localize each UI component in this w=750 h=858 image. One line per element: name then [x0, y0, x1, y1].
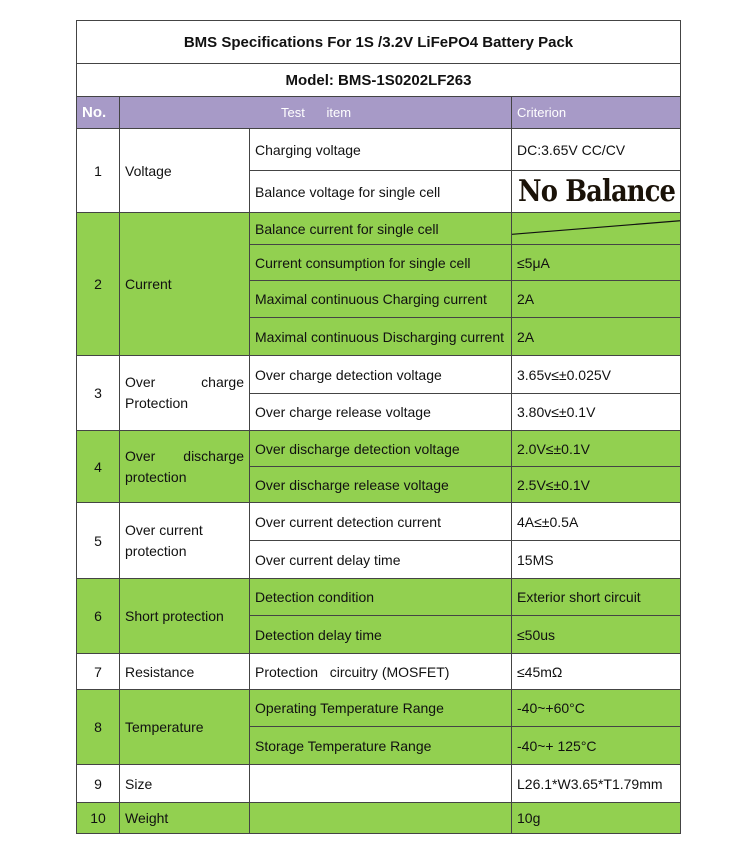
test-item: Protection circuitry (MOSFET)	[250, 654, 512, 690]
test-item: Balance voltage for single cell	[250, 171, 512, 213]
test-item: Over charge detection voltage	[250, 356, 512, 394]
criterion: -40~+60°C	[512, 690, 681, 727]
row-number: 1	[77, 129, 120, 213]
group-name: Temperature	[120, 690, 250, 765]
row-number: 4	[77, 431, 120, 503]
header-test-item: Test item	[120, 97, 512, 129]
diagonal-line	[512, 213, 680, 244]
model-label: Model: BMS-1S0202LF263	[77, 64, 681, 97]
criterion: 15MS	[512, 541, 681, 579]
test-item: Over current delay time	[250, 541, 512, 579]
table-row	[77, 431, 681, 467]
row-number: 5	[77, 503, 120, 579]
criterion: ≤50us	[512, 616, 681, 654]
table-row	[77, 690, 681, 727]
table-row	[77, 129, 681, 171]
table-row	[77, 654, 681, 690]
criterion: Exterior short circuit	[512, 579, 681, 616]
test-item: Over charge release voltage	[250, 394, 512, 431]
table-row	[77, 765, 681, 803]
no-balance-text: No Balance	[518, 173, 676, 209]
test-item: Over discharge release voltage	[250, 467, 512, 503]
test-item: Maximal continuous Charging current	[250, 281, 512, 318]
test-item: Detection delay time	[250, 616, 512, 654]
criterion: 3.80v≤±0.1V	[512, 394, 681, 431]
row-number: 3	[77, 356, 120, 431]
criterion: 10g	[512, 803, 681, 834]
table-row	[77, 213, 681, 245]
criterion: 2A	[512, 318, 681, 356]
row-number: 10	[77, 803, 120, 834]
criterion: 2.0V≤±0.1V	[512, 431, 681, 467]
criterion: -40~+ 125°C	[512, 727, 681, 765]
test-item	[250, 765, 512, 803]
test-item	[250, 803, 512, 834]
header-no: No.	[77, 97, 120, 129]
header-criterion: Criterion	[512, 97, 681, 129]
test-item: Current consumption for single cell	[250, 245, 512, 281]
row-number: 8	[77, 690, 120, 765]
group-name: Current	[120, 213, 250, 356]
test-item: Over current detection current	[250, 503, 512, 541]
table-title: BMS Specifications For 1S /3.2V LiFePO4 Battery Pack	[77, 21, 681, 64]
criterion: ≤5μA	[512, 245, 681, 281]
test-item: Charging voltage	[250, 129, 512, 171]
criterion: 4A≤±0.5A	[512, 503, 681, 541]
table-row	[77, 803, 681, 834]
group-name: Over discharge protection	[120, 431, 250, 503]
test-item: Operating Temperature Range	[250, 690, 512, 727]
row-number: 9	[77, 765, 120, 803]
row-number: 7	[77, 654, 120, 690]
test-item: Detection condition	[250, 579, 512, 616]
criterion: DC:3.65V CC/CV	[512, 129, 681, 171]
criterion-diagonal	[512, 213, 681, 245]
group-name: Resistance	[120, 654, 250, 690]
criterion: ≤45mΩ	[512, 654, 681, 690]
criterion: 2A	[512, 281, 681, 318]
model-row	[77, 64, 681, 97]
test-item: Storage Temperature Range	[250, 727, 512, 765]
table-row	[77, 356, 681, 394]
table-row	[77, 503, 681, 541]
group-name: Voltage	[120, 129, 250, 213]
criterion: 3.65v≤±0.025V	[512, 356, 681, 394]
group-name: Over charge Protection	[120, 356, 250, 431]
test-item: Balance current for single cell	[250, 213, 512, 245]
row-number: 2	[77, 213, 120, 356]
no-balance-stamp	[512, 171, 681, 213]
group-name: Short protection	[120, 579, 250, 654]
group-name: Over current protection	[120, 503, 250, 579]
row-number: 6	[77, 579, 120, 654]
group-name: Size	[120, 765, 250, 803]
criterion: 2.5V≤±0.1V	[512, 467, 681, 503]
spec-table	[76, 20, 681, 834]
table-row	[77, 579, 681, 616]
test-item: Over discharge detection voltage	[250, 431, 512, 467]
group-name: Weight	[120, 803, 250, 834]
test-item: Maximal continuous Discharging current	[250, 318, 512, 356]
header-row	[77, 97, 681, 129]
title-row	[77, 21, 681, 64]
criterion: L26.1*W3.65*T1.79mm	[512, 765, 681, 803]
